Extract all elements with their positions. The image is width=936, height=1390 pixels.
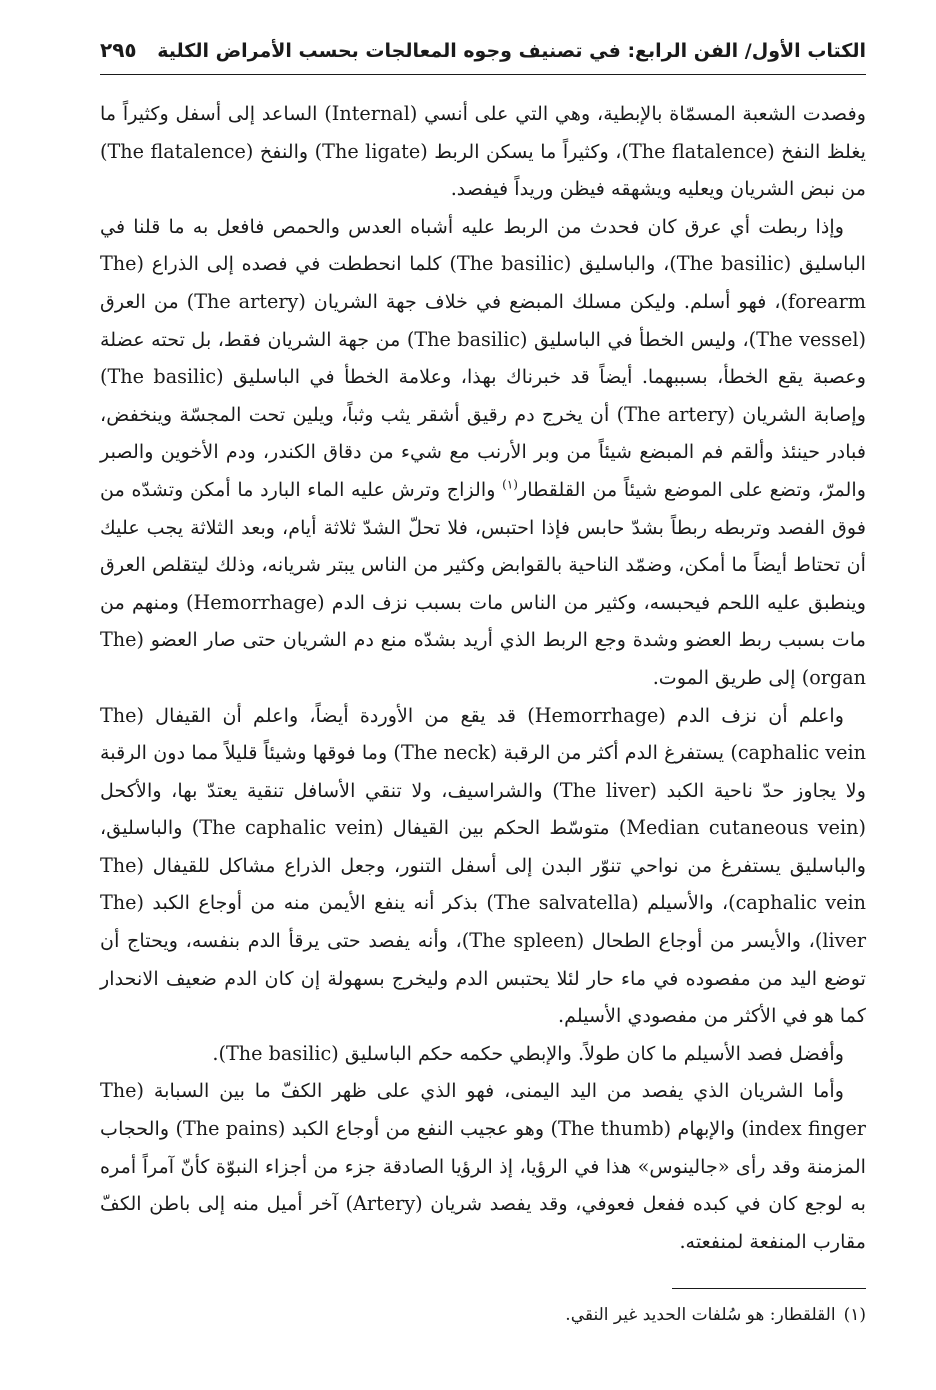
paragraph-5: وأما الشريان الذي يفصد من اليد اليمنى، فهو الذي على ظهر الكفّ ما بين السبابة (The index finger) والإبهام (The thumb) وهو عجيب النفع من أوجاع الكبد (The pains) والحجاب المزمنة وقد رأى «جالينوس» هذا في الرؤيا، إذ الرؤيا الصادقة جزء من أجزاء النبوّة كأنّ آمراً أمره به لوجع كان في كبده ففعل فعوفي، وقد يفصد شريان (Artery) آخر أميل منه إلى باطن الكفّ مقارب المنفعة لمنفعته. xyxy=(100,1079,866,1253)
paragraph-4: وأفضل فصد الأسيلم ما كان طولاً. والإبطي حكمه حكم الباسليق (The basilic). xyxy=(212,1041,844,1065)
paragraph-2-continuation: والزاج وترش عليه الماء البارد ما أمكن وتشدّه من فوق الفصد وتربطه ربطاً بشدّ حابس فإذا احتبس، فلا تحلّ الشدّ ثلاثة أيام، وبعد الثلاثة يجب عليك أن تحتاط أيضاً ما أمكن، وضمّد الناحية بالقوابض وكثير من الناس يبتر شريانه، وذلك ليتقلص العرق وينطبق عليه اللحم فيحبسه، وكثير من الناس مات بسبب نزف الدم (Hemorrhage) ومنهم من مات بسبب ربط العضو وشدة وجع الربط الذي أريد بشدّه منع دم الشريان حتى صار العضو (The organ) إلى طريق الموت. xyxy=(100,477,866,689)
paragraph-1: وفصدت الشعبة المسمّاة بالإبطية، وهي التي على أنسي (Internal) الساعد إلى أسفل وكثيراً ما يغلظ النفخ (The flatalence)، وكثيراً ما يسكن الربط (The ligate) والنفخ (The flatalence) من نبض الشريان ويعليه ويشهقه فيظن وريداً فيفصد. xyxy=(100,102,867,201)
paragraph-2-text: وإذا ربطت أي عرق كان فحدث من الربط عليه أشباه العدس والحمص فافعل به ما قلنا في الباسليق (The basilic)، والباسليق (The basilic) كلما انحططت في فصده إلى الذراع (The forearm)، فهو أسلم. وليكن مسلك المبضع في خلاف جهة الشريان (The artery) من العرق (The vessel)، وليس الخطأ في الباسليق (The basilic) من جهة الشريان فقط، بل تحته عضلة وعصبة يقع الخطأ، بسببهما. أيضاً قد خبرناك بهذا، وعلامة الخطأ في الباسليق (The basilic) وإصابة الشريان (The artery) أن يخرج دم رقيق أشقر يثب وثباً، ويلين تحت المجسّة وينخفض، فبادر حينئذ وألقم فم المبضع شيئاً من وبر الأرنب مع شيء من دقاق الكندر، ودم الأخوين والصبر والمرّ، وتضع على الموضع شيئاً من القلقطار xyxy=(100,214,866,501)
body-text xyxy=(100,95,866,1260)
paragraph-2 xyxy=(100,208,866,697)
running-title: الكتاب الأول/ الفن الرابع: في تصنيف وجوه المعالجات بحسب الأمراض الكلية xyxy=(157,40,866,62)
page-number: ٢٩٥ xyxy=(100,38,137,62)
footnote-divider xyxy=(672,1288,866,1289)
document-page xyxy=(100,30,866,1370)
footnote-text: القلقطار: هو سُلفات الحديد غير النقي. xyxy=(565,1305,836,1325)
footnote-mark: (١) xyxy=(843,1305,866,1325)
footnote xyxy=(100,1300,866,1330)
footnote-reference: (١) xyxy=(502,477,518,492)
running-header xyxy=(100,30,866,75)
paragraph-3: واعلم أن نزف الدم (Hemorrhage) قد يقع من الأوردة أيضاً، واعلم أن القيفال (The caphalic vein) يستفرغ الدم أكثر من الرقبة (The neck) وما فوقها وشيئاً قليلاً مما دون الرقبة ولا يجاوز حدّ ناحية الكبد (The liver) والشراسيف، ولا تنقي الأسافل تنقية يعتدّ بها، والأكحل (Median cutaneous vein) متوسّط الحكم بين القيفال (The caphalic vein) والباسليق، والباسليق يستفرغ من نواحي تنوّر البدن إلى أسفل التنور، وجعل الذراع مشاكل للقيفال (The caphalic vein)، والأسيلم (The salvatella) بذكر أنه ينفع الأيمن منه من أوجاع الكبد (The liver)، والأيسر من أوجاع الطحال (The spleen)، وأنه يفصد حتى يرقأ الدم بنفسه، ويحتاج أن توضع اليد من مفصوده في ماء حار لئلا يحتبس الدم وليخرج بسهولة إن كان الدم ضعيف الانحدار كما هو في الأكثر من مفصودي الأسيلم. xyxy=(100,703,866,1028)
